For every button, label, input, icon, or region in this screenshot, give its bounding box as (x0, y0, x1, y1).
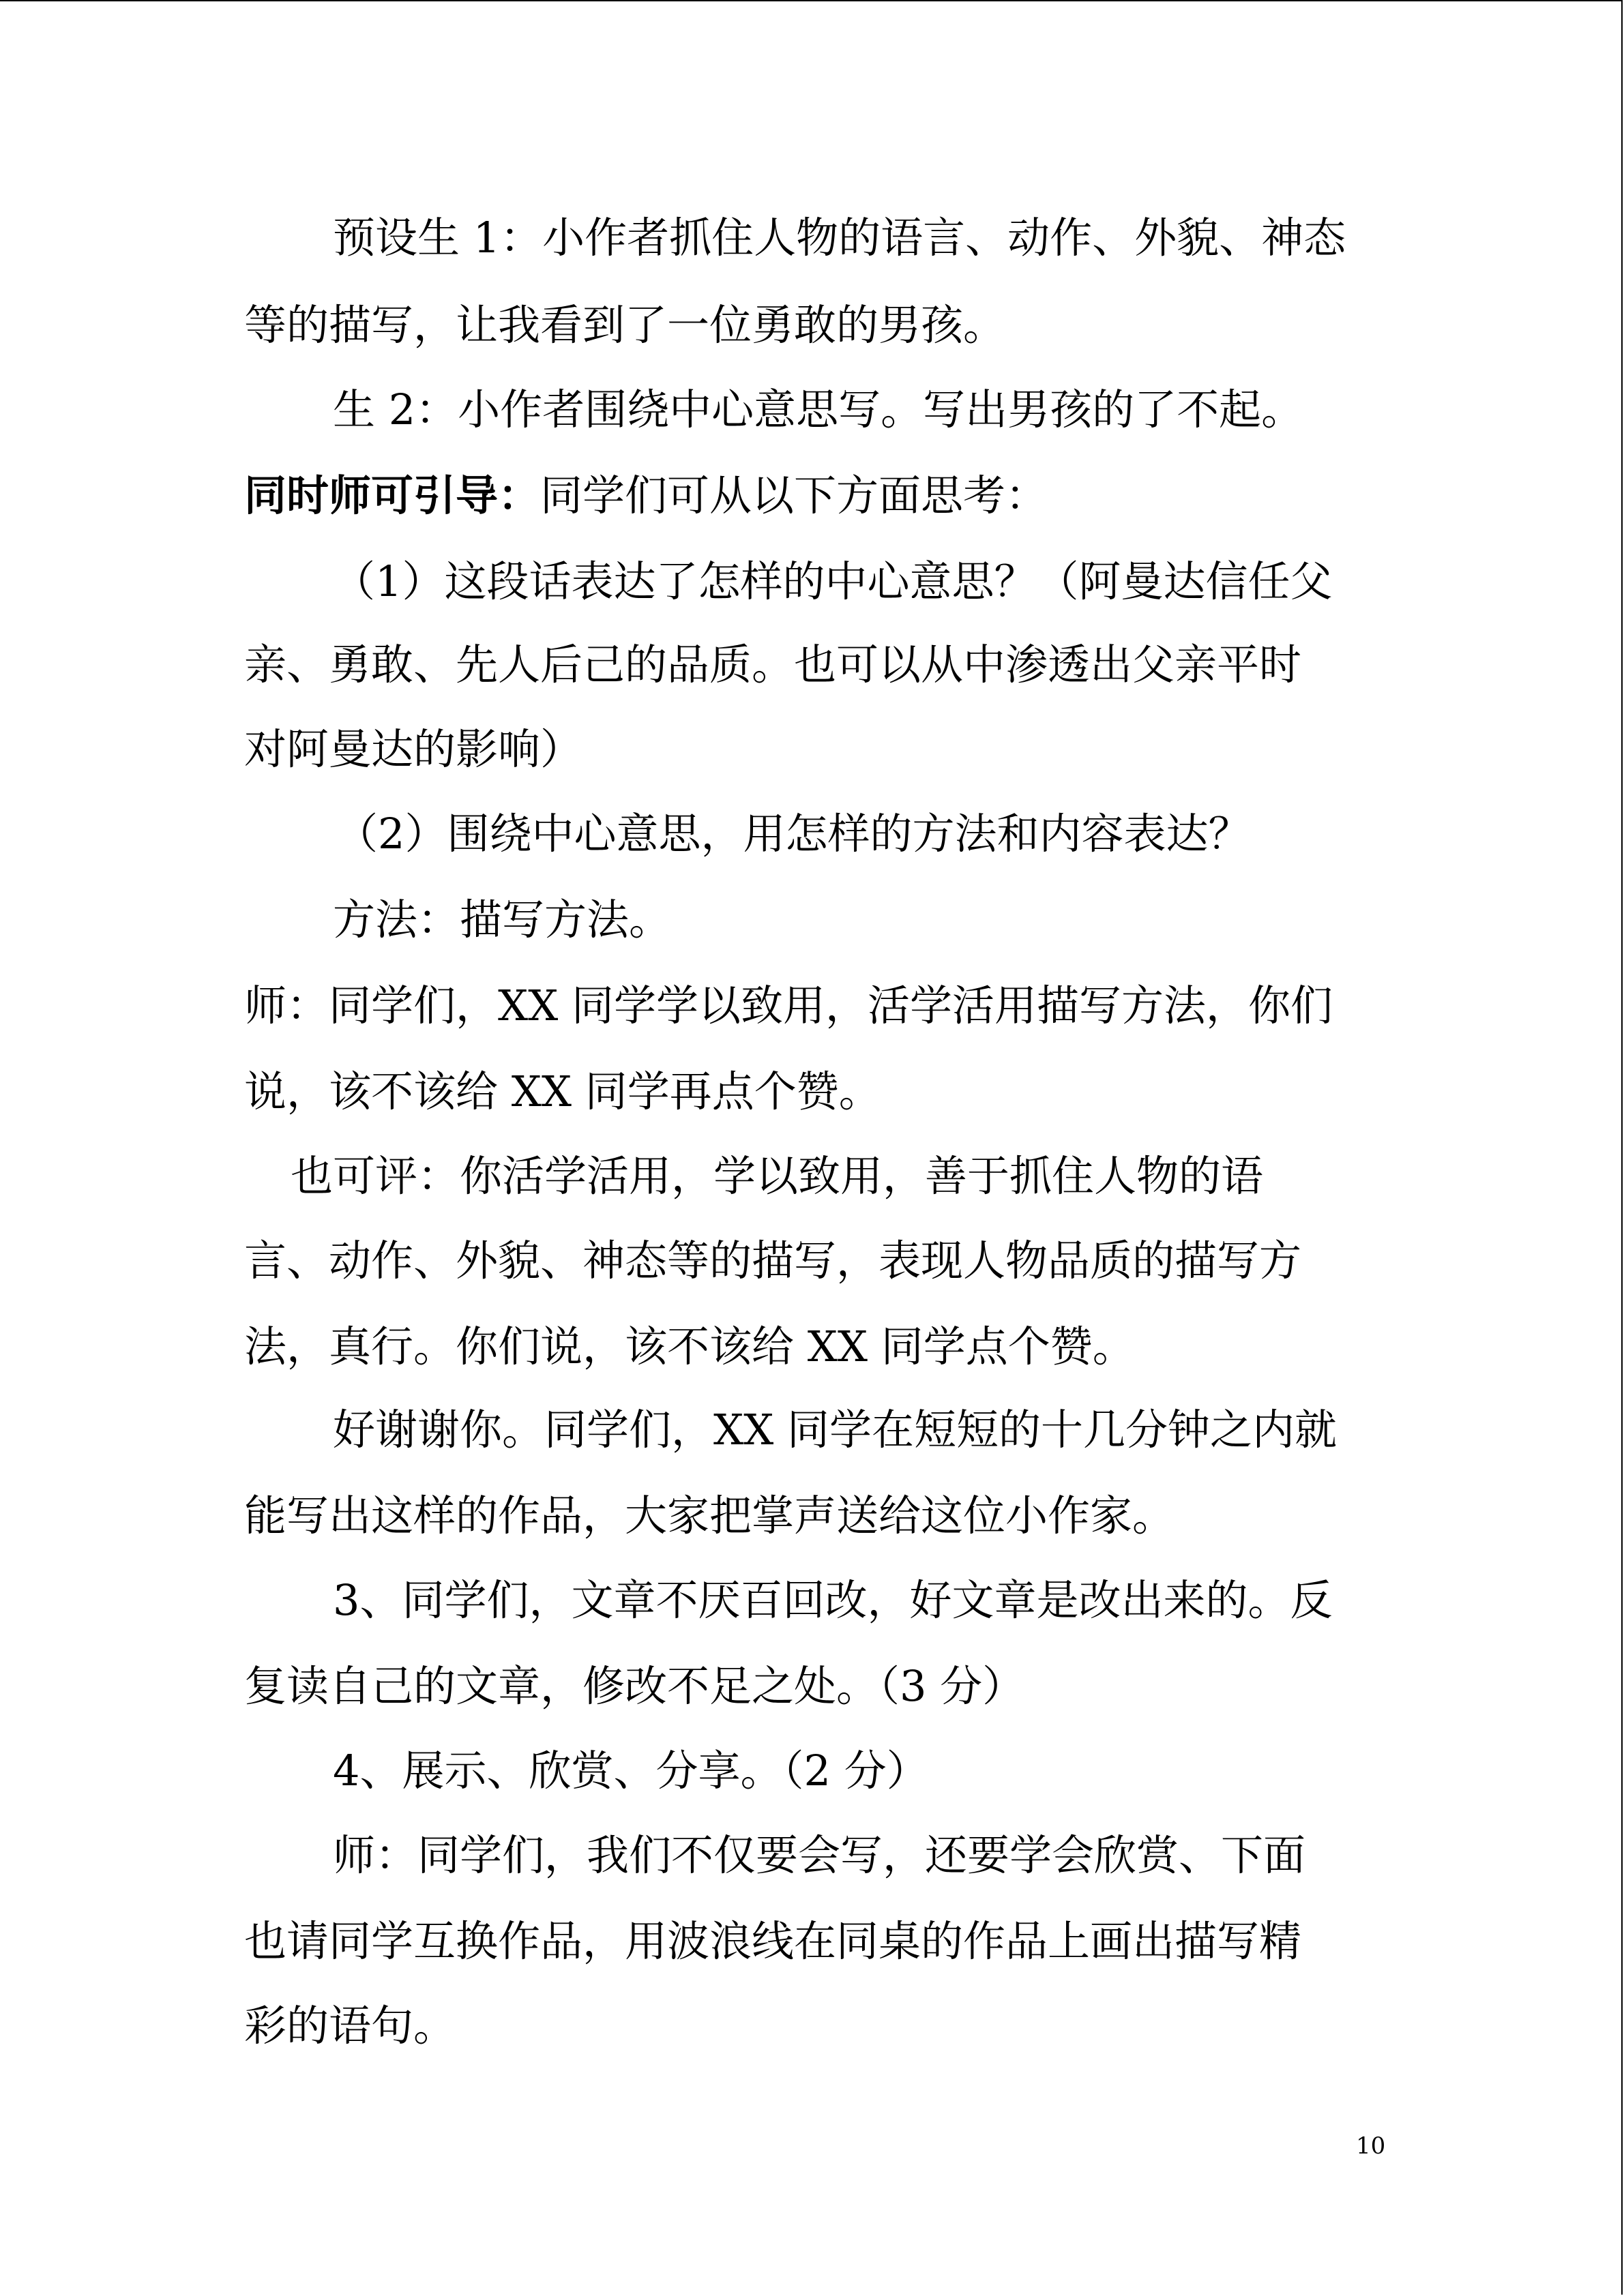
page-number: 10 (1356, 2132, 1386, 2160)
paragraph-line: 亲、勇敢、先人后己的品质。也可以从中渗透出父亲平时 (244, 640, 1302, 689)
paragraph-line: （2）围绕中心意思，用怎样的方法和内容表达？ (336, 809, 1251, 859)
paragraph-line: 等的描写，让我看到了一位勇敢的男孩。 (244, 300, 1006, 350)
paragraph-line: 3、同学们，文章不厌百回改，好文章是改出来的。反 (333, 1575, 1333, 1625)
prompt-text: 同学们可从以下方面思考： (540, 471, 1048, 520)
paragraph-line: 师：同学们，XX 同学学以致用，活学活用描写方法，你们 (244, 981, 1333, 1030)
paragraph-line: 预设生 1：小作者抓住人物的语言、动作、外貌、神态 (333, 213, 1346, 263)
paragraph-line: 生 2：小作者围绕中心意思写。写出男孩的了不起。 (333, 385, 1304, 434)
bold-prompt-label: 同时师可引导： (244, 471, 541, 520)
paragraph-line: 也请同学互换作品，用波浪线在同桌的作品上画出描写精 (244, 1916, 1302, 1966)
paragraph-line: 师：同学们，我们不仅要会写，还要学会欣赏、下面 (333, 1830, 1306, 1880)
paragraph-line: 也可评：你活学活用，学以致用，善于抓住人物的语 (291, 1151, 1264, 1201)
paragraph-line: 4、展示、欣赏、分享。（2 分） (333, 1746, 929, 1795)
paragraph-line: 言、动作、外貌、神态等的描写，表现人物品质的描写方 (244, 1236, 1302, 1285)
paragraph-line: 复读自己的文章，修改不足之处。（3 分） (244, 1661, 1025, 1711)
paragraph-line: 能写出这样的作品，大家把掌声送给这位小作家。 (244, 1491, 1175, 1540)
paragraph-line: 说，该不该给 XX 同学再点个赞。 (244, 1067, 881, 1116)
paragraph-line: 对阿曼达的影响） (244, 724, 583, 774)
paragraph-line: 方法：描写方法。 (333, 895, 672, 944)
paragraph-line: 好谢谢你。同学们，XX 同学在短短的十几分钟之内就 (333, 1405, 1337, 1455)
paragraph-line: 彩的语句。 (244, 2001, 456, 2051)
paragraph-line: （1）这段话表达了怎样的中心意思？（阿曼达信任父 (333, 556, 1333, 606)
paragraph-line: 法，真行。你们说，该不该给 XX 同学点个赞。 (244, 1322, 1135, 1371)
paragraph-line (244, 471, 1048, 520)
